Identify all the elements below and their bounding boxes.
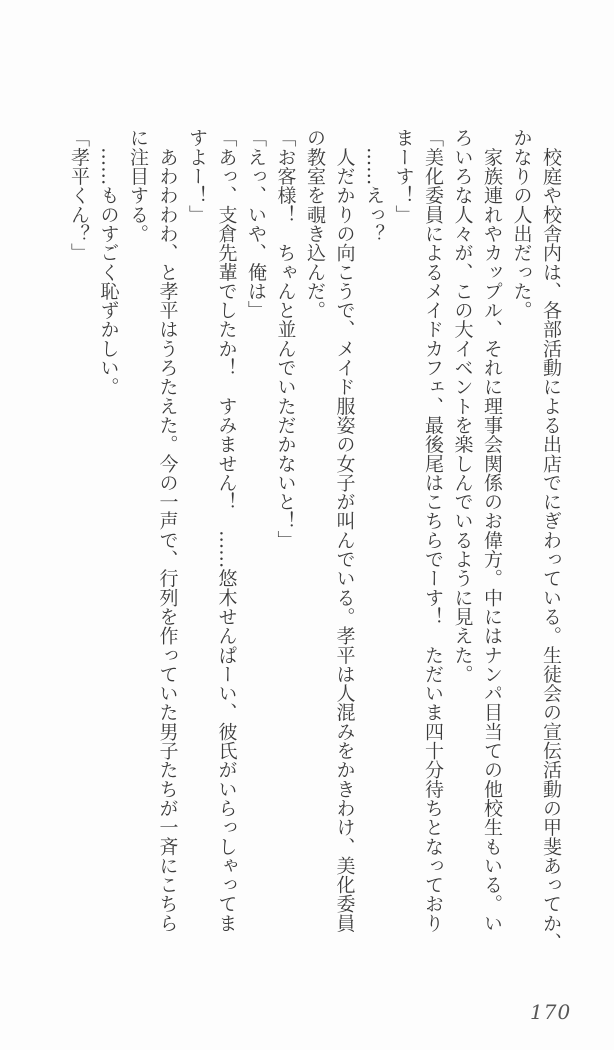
text-line: 人だかりの向こうで、メイド服姿の女子が叫んでいる。孝平は人混みをかきわけ、美化委員 bbox=[333, 128, 356, 933]
text-line: あわわわわ、と孝平はうろたえた。今の一声で、行列を作っていた男子たちが一斉にこちら bbox=[156, 128, 179, 933]
page-number: 170 bbox=[530, 1000, 572, 1024]
text-line: に注目する。 bbox=[127, 128, 149, 243]
text-line: かなりの人出だった。 bbox=[510, 128, 533, 320]
text-line: の教室を覗き込んだ。 bbox=[304, 128, 326, 320]
text-line: ……えっ？ bbox=[363, 128, 385, 243]
text-line: 校庭や校舎内は、各部活動による出店でにぎわっている。生徒会の宣伝活動の甲斐あってか、 bbox=[540, 128, 562, 952]
text-line: ろいろな人々が、この大イベントを楽しんでいるように見えた。 bbox=[451, 128, 474, 684]
text-line: 「あっ、支倉先輩でしたか！ すみません！ ……悠木せんぱーい、彼氏がいらっしゃってま bbox=[215, 128, 238, 933]
text-line: すよー！」 bbox=[186, 128, 208, 224]
text-line: 「お客様！ ちゃんと並んでいただかないと！」 bbox=[274, 128, 297, 550]
text-line: まーす！」 bbox=[392, 128, 415, 224]
text-line: 「美化委員によるメイドカフェ、最後尾はこちらでーす！ ただいま四十分待ちとなっており bbox=[422, 128, 444, 933]
vertical-text-block bbox=[64, 128, 566, 951]
text-line: 家族連れやカップル、それに理事会関係のお偉方。中にはナンパ目当ての他校生もいる。い bbox=[481, 128, 503, 933]
text-line: ……ものすごく恥ずかしい。 bbox=[97, 128, 120, 397]
text-line: 「孝平くん？」 bbox=[68, 128, 90, 263]
text-line: 「えっ、いや、俺は」 bbox=[245, 128, 267, 320]
